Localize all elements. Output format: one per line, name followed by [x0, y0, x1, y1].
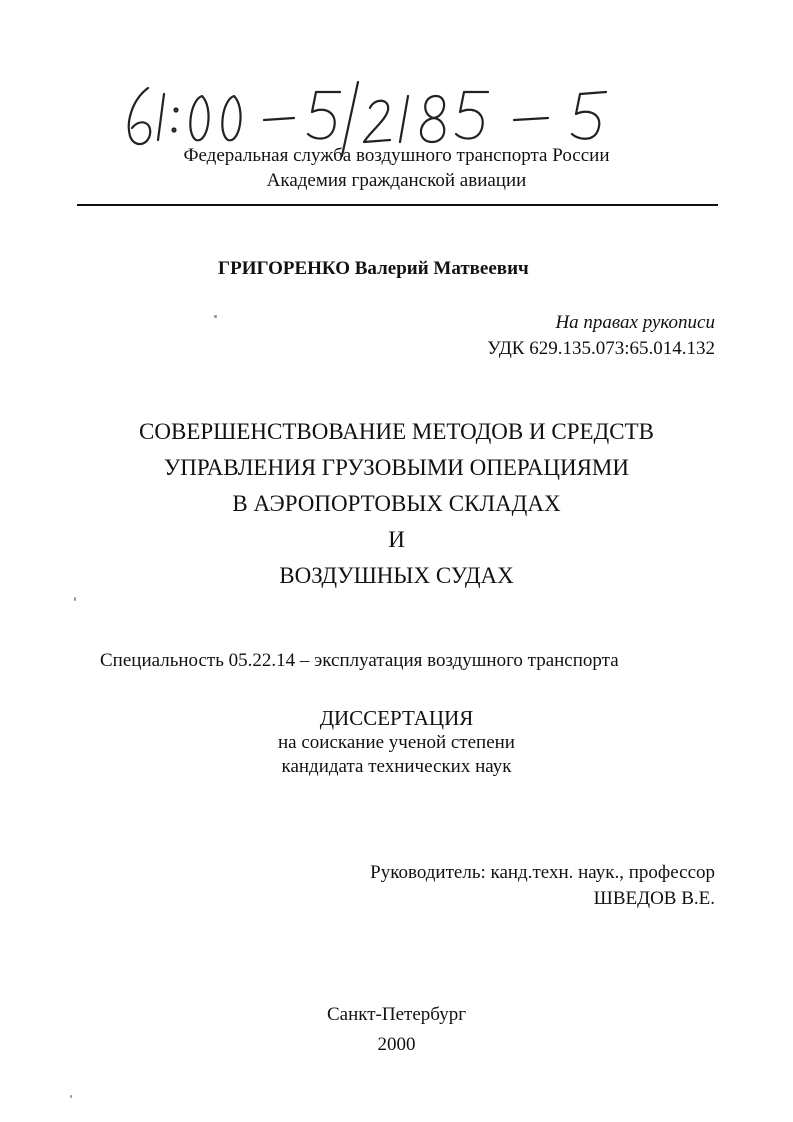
academy-name: Академия гражданской авиации	[266, 170, 527, 191]
year: 2000	[377, 1034, 416, 1055]
title-line: И	[388, 527, 405, 552]
scan-speck	[214, 315, 217, 318]
title-line: В АЭРОПОРТОВЫХ СКЛАДАХ	[232, 491, 561, 516]
dissertation-heading: ДИССЕРТАЦИЯ	[319, 706, 474, 730]
udk-code: УДК 629.135.073:65.014.132	[487, 338, 715, 359]
header-divider	[77, 204, 718, 206]
dissertation-type	[100, 705, 693, 779]
supervisor-title: Руководитель: канд.техн. наук., профессор	[370, 862, 715, 883]
author-name: ГРИГОРЕНКО Валерий Матвеевич	[218, 258, 529, 279]
manuscript-rights-note: На правах рукописи	[555, 312, 715, 333]
degree-line: кандидата технических наук	[281, 756, 512, 777]
specialty-line: Специальность 05.22.14 – эксплуатация воздушного транспорта	[100, 650, 619, 671]
supervisor-name: ШВЕДОВ В.Е.	[593, 888, 715, 909]
city-name: Санкт-Петербург	[326, 1004, 466, 1025]
title-line: ВОЗДУШНЫХ СУДАХ	[279, 563, 514, 588]
scan-speck	[74, 597, 76, 601]
title-line: СОВЕРШЕНСТВОВАНИЕ МЕТОДОВ И СРЕДСТВ	[139, 419, 654, 444]
agency-name: Федеральная служба воздушного транспорта России	[183, 145, 610, 166]
place-and-year	[100, 1000, 693, 1060]
degree-line: на соискание ученой степени	[278, 732, 515, 753]
dissertation-title	[100, 414, 693, 594]
title-line: УПРАВЛЕНИЯ ГРУЗОВЫМИ ОПЕРАЦИЯМИ	[164, 455, 629, 480]
supervisor-block	[370, 860, 715, 912]
agency-header	[100, 143, 693, 193]
scan-speck	[70, 1095, 72, 1098]
